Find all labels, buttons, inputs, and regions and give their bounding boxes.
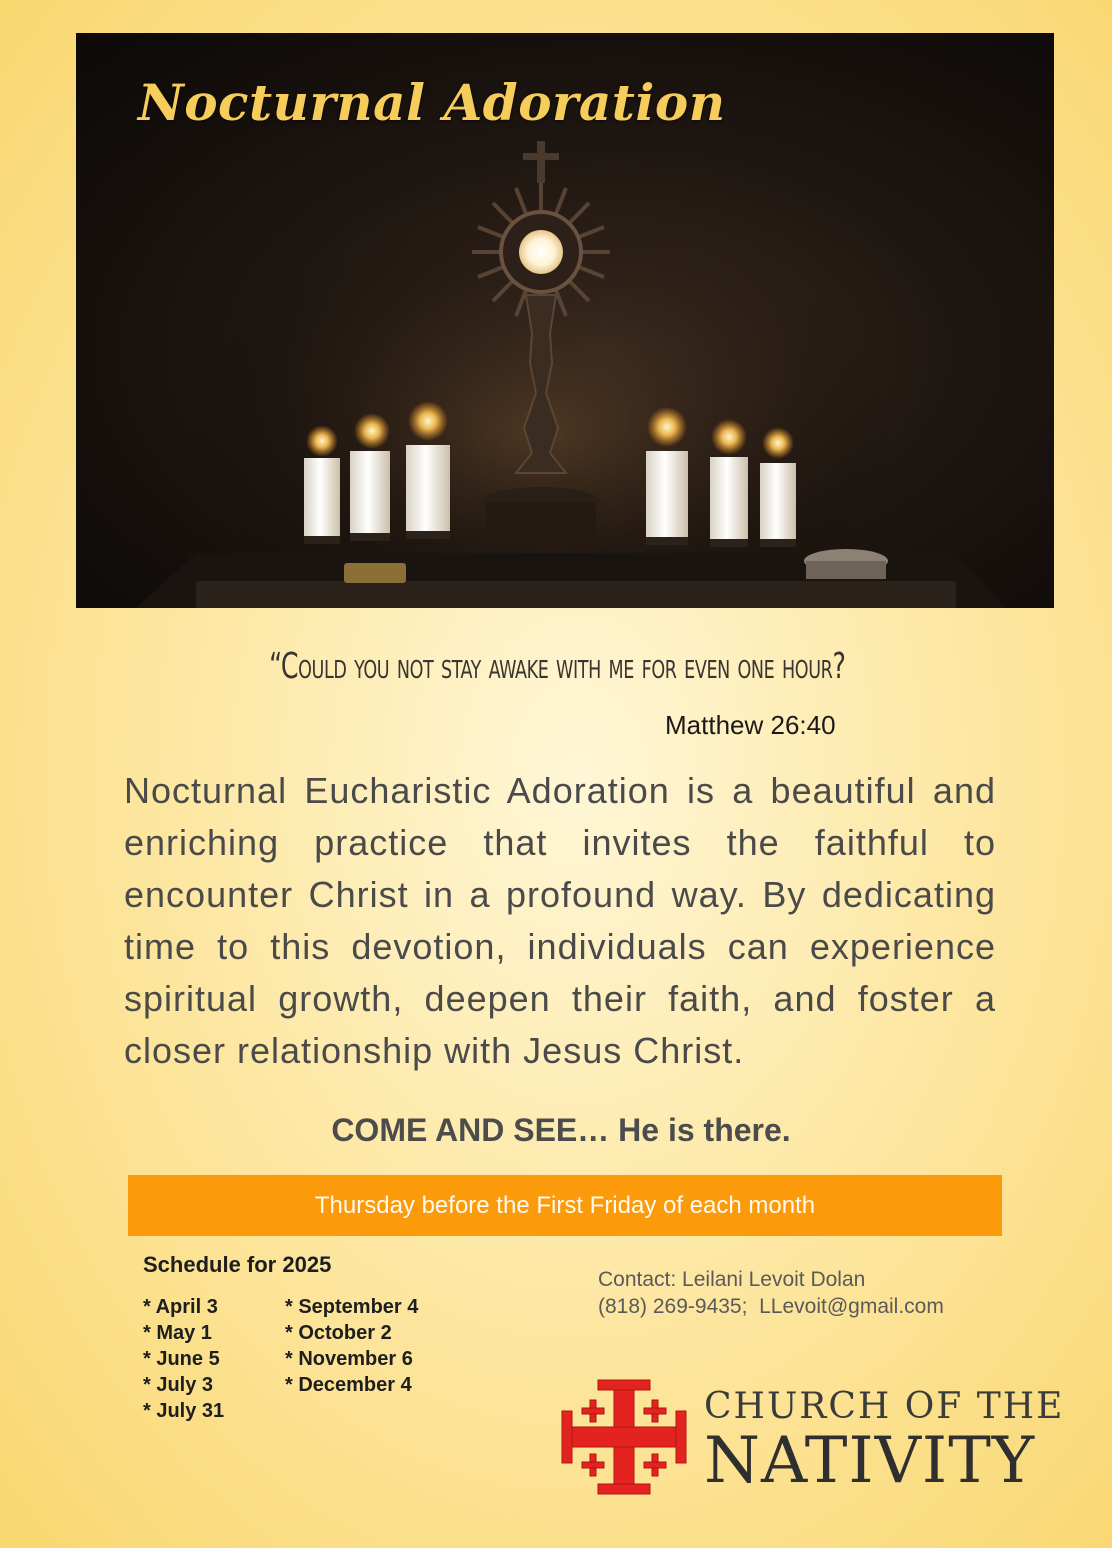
call-to-action: COME AND SEE… He is there. <box>331 1112 791 1148</box>
schedule-date: * July 31 <box>143 1400 225 1422</box>
jerusalem-cross-icon <box>560 1378 688 1496</box>
contact-phone-email: (818) 269-9435; LLevoit@gmail.com <box>598 1295 944 1318</box>
contact-info <box>598 1266 944 1320</box>
schedule-title: Schedule for 2025 <box>143 1252 332 1277</box>
schedule-banner: Thursday before the First Friday of each month <box>128 1175 1002 1236</box>
hero-title: Nocturnal Adoration <box>138 73 726 132</box>
scripture-quote: “Could you not stay awake with me for even one hour? <box>269 646 846 687</box>
schedule-date: * May 1 <box>143 1322 212 1344</box>
schedule-date: * April 3 <box>143 1296 218 1318</box>
contact-name: Contact: Leilani Levoit Dolan <box>598 1268 866 1291</box>
schedule-date: * October 2 <box>285 1322 392 1344</box>
schedule-date: * July 3 <box>143 1374 214 1396</box>
schedule-date: * November 6 <box>285 1348 413 1370</box>
scripture-reference: Matthew 26:40 <box>665 710 836 740</box>
church-name-line-1: CHURCH OF THE <box>704 1386 1065 1427</box>
schedule-list-column-1 <box>143 1294 224 1424</box>
schedule-date: * June 5 <box>143 1348 220 1370</box>
church-name-line-2: NATIVITY <box>704 1424 1036 1498</box>
schedule-date: * December 4 <box>285 1374 412 1396</box>
description-paragraph: Nocturnal Eucharistic Adoration is a beautiful and enriching practice that invites the faithful to encounter Christ in a profound way. By dedicating time to this devotion, individuals can experience spiritual growth, deepen their faith, and foster a closer relationship with Jesus Christ. <box>124 770 996 1071</box>
hero-image <box>76 33 1054 608</box>
schedule-date: * September 4 <box>285 1296 419 1318</box>
schedule-list-column-2 <box>285 1294 418 1398</box>
